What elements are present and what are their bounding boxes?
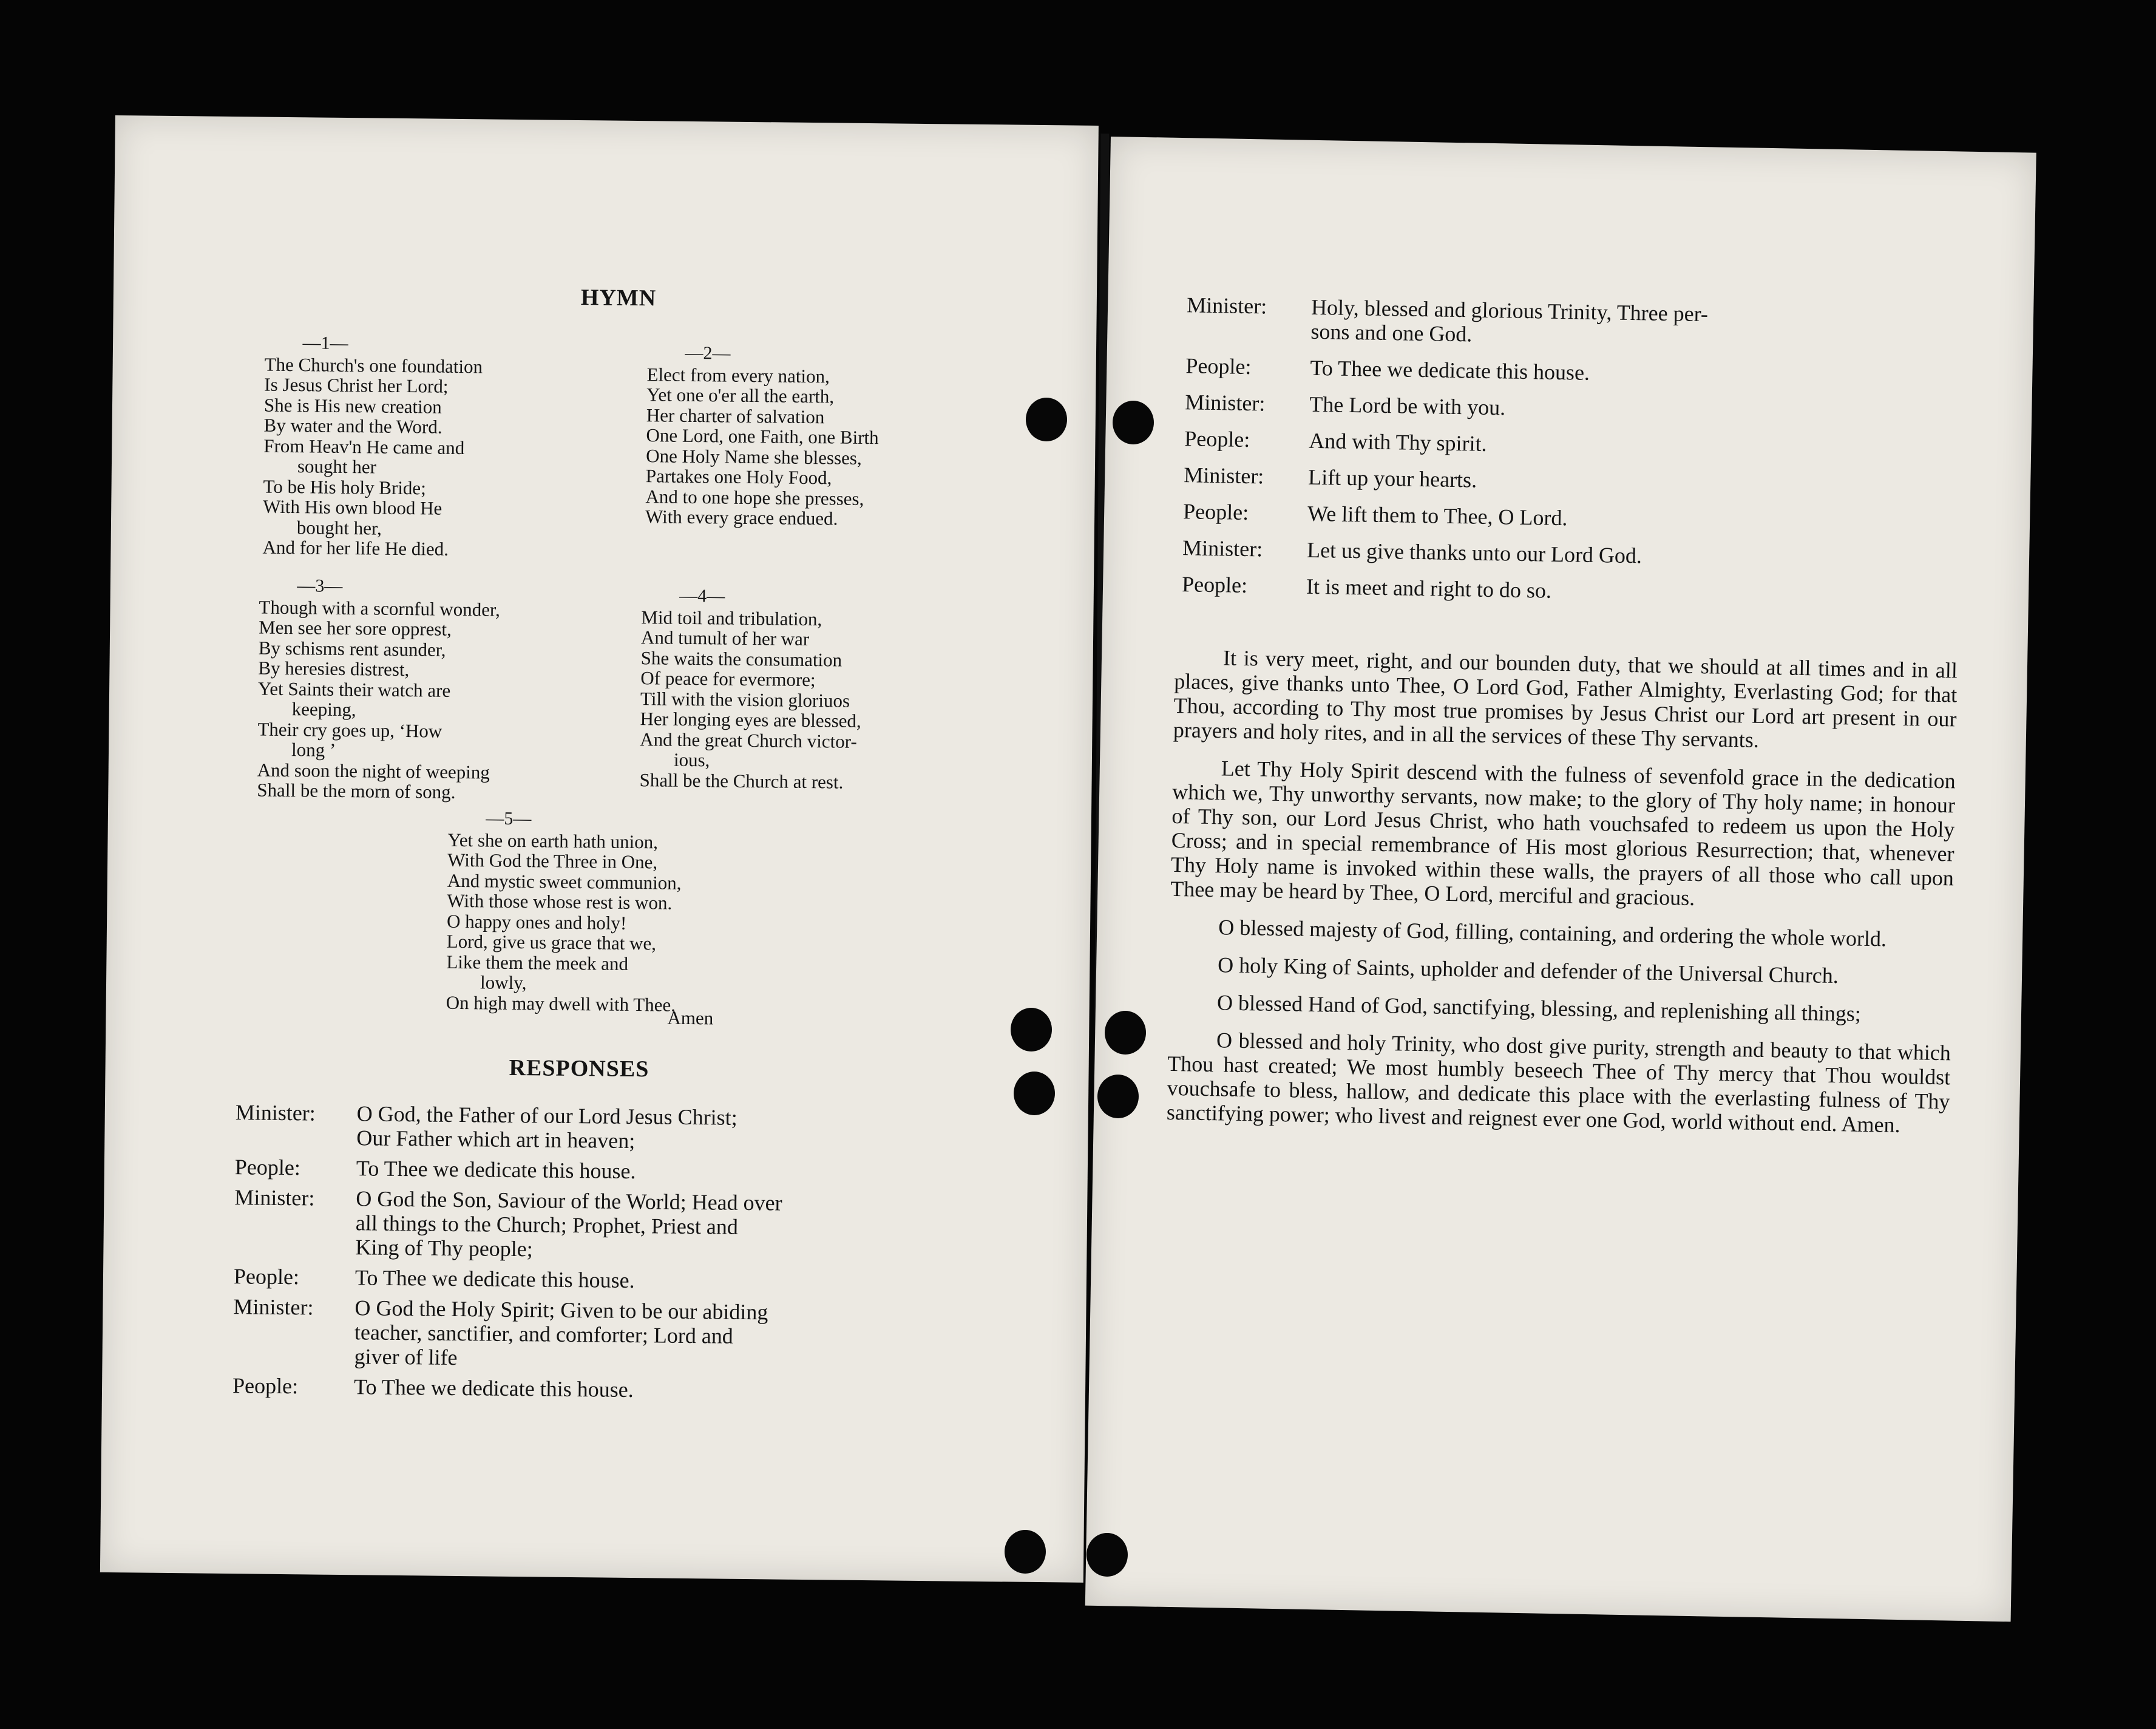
right-responses-table — [1181, 293, 1964, 622]
verse-number: —1— — [302, 333, 348, 354]
verse-line: long ’ — [291, 739, 336, 761]
verse-line: By schisms rent asunder, — [258, 637, 446, 661]
response-text — [356, 1156, 988, 1187]
verse-line: Though with a scornful wonder, — [259, 596, 501, 620]
response-text — [1309, 392, 1962, 428]
binding-hole — [1014, 1072, 1055, 1115]
response-line: And with Thy spirit. — [1308, 428, 1487, 456]
response-row — [234, 1185, 987, 1266]
right-page — [1085, 137, 2036, 1622]
verse-line: Lord, give us grace that we, — [446, 930, 657, 954]
response-row — [1182, 572, 1959, 610]
hymn-verse-2 — [645, 342, 987, 530]
response-row — [232, 1373, 985, 1405]
binding-hole — [1113, 401, 1154, 444]
verse-line: Like them the meek and — [446, 951, 629, 974]
verse-line: Of peace for evermore; — [640, 667, 816, 691]
prayer-paragraph: It is very meet, right, and our bounden duty, that we should at all times and in all places, give thanks unto Thee, O Lord God, Father Almighty, Everlasting God; for that Thou, according to Thy most true promises by Jesus Christ our Lord art present in our prayers and holy rites, and in all the services of these Thy servants. — [1173, 645, 1958, 752]
verse-line: And to one hope she presses, — [645, 485, 864, 509]
verse-line: Shall be the Church at rest. — [639, 769, 844, 793]
verse-line: The Church's one foundation — [264, 353, 483, 377]
response-row — [1185, 390, 1962, 427]
verse-line: With those whose rest is won. — [447, 889, 673, 914]
verse-line: She waits the consumation — [640, 647, 842, 671]
prayer-paragraph: O blessed majesty of God, filling, containing, and ordering the whole world. — [1218, 915, 1887, 951]
response-line: sons and one God. — [1310, 319, 1473, 347]
hymn-verse-4 — [639, 585, 981, 793]
response-row — [1183, 499, 1961, 537]
response-text — [1307, 538, 1960, 574]
verse-line: Yet she on earth hath union, — [447, 829, 659, 852]
verse-line: keeping, — [291, 698, 356, 721]
hymn-verse-1 — [262, 333, 605, 561]
prayer-paragraph: Let Thy Holy Spirit descend with the fulness of sevenfold grace in the dedication which we, Thy unworthy servants, now make; to the glory of Thy holy name; in honour of Thy son, our Lord Jesus Christ, who hath vouchsafed to redeem us upon the Holy Cross; and in special remembrance of His most glorious Resurrection; that, whenever Thy Holy name is invoked within these walls, the prayers of all those who call upon Thee may be heard by Thee, O Lord, merciful and gracious. — [1170, 756, 1956, 910]
response-speaker: Minister: — [1186, 293, 1267, 319]
verse-line: Is Jesus Christ her Lord; — [264, 373, 449, 397]
response-line: Our Father which art in heaven; — [356, 1126, 636, 1153]
response-speaker: People: — [234, 1155, 301, 1180]
verse-line: O happy ones and holy! — [446, 910, 627, 934]
binding-hole — [1026, 398, 1067, 441]
response-line: To Thee we dedicate this house. — [354, 1265, 635, 1293]
response-line: all things to the Church; Prophet, Priest and — [355, 1211, 739, 1239]
hymn-title: HYMN — [580, 285, 657, 311]
verse-number: —4— — [679, 585, 725, 606]
response-line: O God, the Father of our Lord Jesus Christ; — [356, 1101, 737, 1130]
response-speaker: People: — [232, 1373, 299, 1399]
response-speaker: Minister: — [1185, 390, 1266, 416]
response-text — [1308, 465, 1961, 501]
binding-hole — [1005, 1530, 1046, 1574]
verse-line: Her charter of salvation — [646, 404, 825, 427]
response-row — [235, 1100, 988, 1157]
left-responses-table — [232, 1100, 988, 1411]
verse-line: She is His new creation — [263, 394, 442, 418]
hymn-amen: Amen — [667, 1007, 714, 1029]
response-text — [354, 1374, 985, 1405]
verse-line: Their cry goes up, ‘How — [257, 718, 442, 742]
verse-line: And tumult of her war — [640, 627, 810, 650]
response-speaker: Minister: — [235, 1100, 316, 1126]
verse-line: Yet one o'er all the earth, — [646, 384, 835, 407]
verse-line: Partakes one Holy Food, — [645, 465, 832, 489]
response-line: To Thee we dedicate this house. — [356, 1156, 636, 1184]
response-text — [1310, 356, 1963, 392]
response-text — [356, 1101, 988, 1157]
response-speaker: People: — [1184, 426, 1250, 452]
response-row — [232, 1294, 986, 1375]
verse-line: bought her, — [296, 516, 382, 539]
verse-number: —3— — [297, 576, 343, 596]
prayer-paragraph: O holy King of Saints, upholder and defender of the Universal Church. — [1217, 953, 1839, 988]
verse-line: ious, — [673, 749, 710, 771]
response-speaker: Minister: — [1182, 535, 1263, 562]
response-text — [1310, 295, 1964, 355]
verse-line: And soon the night of weeping — [257, 759, 490, 783]
verse-line: Her longing eyes are blessed, — [640, 708, 861, 732]
verse-line: And the great Church victor- — [640, 728, 857, 752]
binding-hole — [1086, 1533, 1128, 1577]
response-speaker: People: — [1185, 353, 1252, 379]
verse-line: With God the Three in One, — [447, 849, 658, 873]
response-speaker: People: — [1181, 572, 1248, 598]
verse-line: And mystic sweet communion, — [447, 869, 682, 894]
prayer-paragraph: O blessed Hand of God, sanctifying, blessing, and replenishing all things; — [1216, 990, 1862, 1026]
response-text — [355, 1265, 986, 1296]
verse-line: With His own blood He — [263, 495, 442, 519]
response-text — [1309, 429, 1962, 464]
response-line: Lift up your hearts. — [1307, 464, 1477, 492]
response-line: O God the Holy Spirit; Given to be our abiding — [354, 1296, 768, 1325]
verse-line: Yet Saints their watch are — [257, 678, 451, 701]
verse-line: Mid toil and tribulation, — [641, 606, 822, 630]
response-line: The Lord be with you. — [1309, 392, 1506, 420]
response-row — [235, 1155, 988, 1187]
verse-number: —5— — [486, 808, 532, 829]
response-row — [1182, 535, 1960, 573]
response-line: It is meet and right to do so. — [1306, 574, 1552, 603]
response-row — [1184, 463, 1961, 500]
verse-line: sought her — [297, 455, 377, 478]
response-speaker: Minister: — [1183, 463, 1264, 489]
response-line: We lift them to Thee, O Lord. — [1307, 501, 1568, 531]
verse-line: Shall be the morn of song. — [257, 779, 456, 803]
response-speaker: People: — [233, 1264, 300, 1289]
binding-hole — [1105, 1011, 1146, 1055]
response-line: To Thee we dedicate this house. — [353, 1374, 634, 1402]
verse-line: By heresies distrest, — [258, 657, 410, 681]
left-page — [100, 115, 1099, 1583]
verse-line: To be His holy Bride; — [263, 475, 426, 498]
response-line: To Thee we dedicate this house. — [1310, 355, 1590, 385]
response-line: giver of life — [354, 1344, 458, 1370]
response-line: Let us give thanks unto our Lord God. — [1306, 537, 1642, 568]
hymn-verse-5 — [446, 808, 788, 1016]
verse-line: On high may dwell with Thee. — [446, 991, 676, 1016]
response-speaker: Minister: — [234, 1185, 315, 1211]
hymn-verse-3 — [257, 576, 599, 804]
response-text — [1307, 501, 1961, 537]
verse-line: Men see her sore opprest, — [259, 616, 452, 640]
response-line: King of Thy people; — [355, 1235, 533, 1262]
verse-line: And for her life He died. — [262, 536, 449, 560]
verse-line: lowly, — [480, 971, 527, 994]
response-row — [1185, 353, 1963, 391]
verse-line: Elect from every nation, — [646, 363, 830, 387]
binding-hole — [1011, 1008, 1052, 1051]
verse-line: With every grace endued. — [645, 506, 838, 529]
prayer-block — [1166, 645, 1958, 1151]
response-speaker: Minister: — [233, 1294, 314, 1320]
response-line: Holy, blessed and glorious Trinity, Three per- — [1310, 294, 1709, 327]
response-text — [1306, 574, 1959, 610]
response-row — [1186, 293, 1964, 355]
verse-line: Till with the vision gloriuos — [640, 687, 850, 712]
verse-line: From Heav'n He came and — [263, 435, 465, 458]
verse-line: One Holy Name she blesses, — [645, 444, 862, 469]
response-speaker: People: — [1182, 499, 1249, 525]
binding-hole — [1097, 1075, 1139, 1118]
response-text — [355, 1186, 987, 1266]
responses-title: RESPONSES — [509, 1055, 649, 1082]
verse-number: —2— — [685, 342, 731, 364]
response-line: O God the Son, Saviour of the World; Head over — [356, 1186, 782, 1215]
response-row — [234, 1264, 986, 1296]
verse-line: One Lord, one Faith, one Birth — [646, 424, 879, 449]
response-row — [1184, 426, 1962, 464]
response-text — [354, 1296, 986, 1375]
verse-line: By water and the Word. — [263, 414, 442, 438]
prayer-paragraph: O blessed and holy Trinity, who dost give purity, strength and beauty to that which Thou hast created; We most humbly beseech Thee of Thy mercy that Thou wouldst vouchsafe to bless, hallow, and dedicate this place with the everlasting fulness of Thy sanctifying power; who livest and reignest ever one God, world without end. Amen. — [1166, 1028, 1951, 1137]
response-line: teacher, sanctifier, and comforter; Lord and — [354, 1320, 734, 1348]
